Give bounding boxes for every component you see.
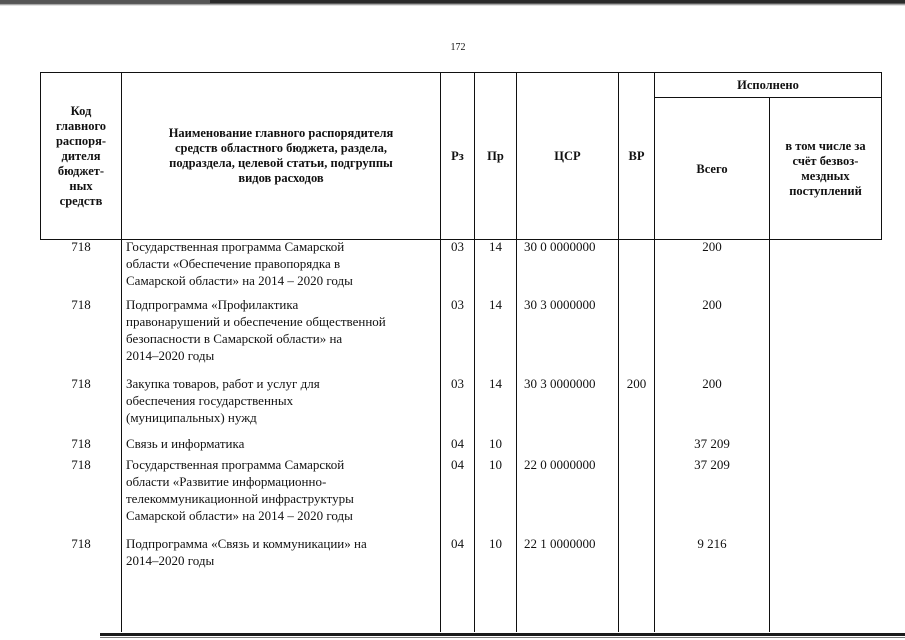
- table-row-rz: 03: [451, 239, 464, 254]
- table-row-pr: 14: [489, 239, 502, 254]
- table-row-csr: 30 0 0000000: [524, 239, 596, 254]
- table-row-csr: 22 0 0000000: [524, 457, 596, 472]
- table-row-total: 200: [702, 376, 722, 391]
- budget-table: [40, 72, 882, 632]
- table-row-rz: 04: [451, 457, 464, 472]
- table-row-name: Закупка товаров, работ и услуг для обеспечения государственных (муниципальных) нужд: [126, 376, 320, 425]
- scan-bottom-border-thin: [100, 637, 905, 638]
- table-row-pr: 10: [489, 536, 502, 551]
- table-row-name: Подпрограмма «Профилактика правонарушений и обеспечение общественной безопасности в Самарской области» на 2014–2020 годы: [126, 297, 386, 363]
- table-row-pr: 14: [489, 376, 502, 391]
- table-row-rz: 03: [451, 376, 464, 391]
- table-row-name: Связь и информатика: [126, 436, 245, 451]
- table-row-csr: 22 1 0000000: [524, 536, 596, 551]
- header-vr: ВР: [628, 148, 645, 163]
- header-subdivider: [654, 97, 882, 98]
- table-row-code: 718: [71, 297, 91, 312]
- header-code: Код главного распоря- дителя бюджет- ных средств: [55, 103, 107, 208]
- table-row-code: 718: [71, 457, 91, 472]
- table-row-total: 200: [702, 239, 722, 254]
- table-row-code: 718: [71, 436, 91, 451]
- table-row-pr: 14: [489, 297, 502, 312]
- header-name: Наименование главного распорядителя средств областного бюджета, раздела, подраздела, целевой статьи, подгруппы видов расходов: [168, 126, 394, 185]
- table-row-vr: 200: [626, 376, 647, 391]
- header-pr: Пр: [487, 148, 504, 163]
- table-row-code: 718: [71, 536, 91, 551]
- scan-top-edge: [0, 0, 210, 3]
- table-row-csr: 30 3 0000000: [524, 376, 596, 391]
- table-row-rz: 03: [451, 297, 464, 312]
- table-row-code: 718: [71, 239, 91, 254]
- table-row-pr: 10: [489, 457, 502, 472]
- header-csr: ЦСР: [554, 148, 581, 163]
- table-row-total: 200: [702, 297, 722, 312]
- table-row-rz: 04: [451, 536, 464, 551]
- table-row-total: 37 209: [694, 457, 730, 472]
- table-row-total: 37 209: [694, 436, 730, 451]
- table-row-name: Государственная программа Самарской области «Обеспечение правопорядка в Самарской области» на 2014 – 2020 годы: [126, 239, 353, 288]
- header-total: Всего: [696, 161, 728, 176]
- table-row-total: 9 216: [697, 536, 727, 551]
- table-row-name: Подпрограмма «Связь и коммуникации» на 2014–2020 годы: [126, 536, 367, 568]
- table-row-pr: 10: [489, 436, 502, 451]
- scan-bottom-border: [100, 633, 905, 636]
- header-gratuitous: в том числе за счёт безвоз- мездных поступлений: [785, 139, 866, 198]
- header-rz: Рз: [451, 148, 464, 163]
- table-row-code: 718: [71, 376, 91, 391]
- table-row-csr: 30 3 0000000: [524, 297, 596, 312]
- header-executed: Исполнено: [737, 77, 799, 92]
- table-row-name: Государственная программа Самарской области «Развитие информационно- телекоммуникационной инфраструктуры Самарской области» на 2014 – 2020 годы: [126, 457, 354, 523]
- table-row-rz: 04: [451, 436, 464, 451]
- page-number: 172: [450, 42, 466, 53]
